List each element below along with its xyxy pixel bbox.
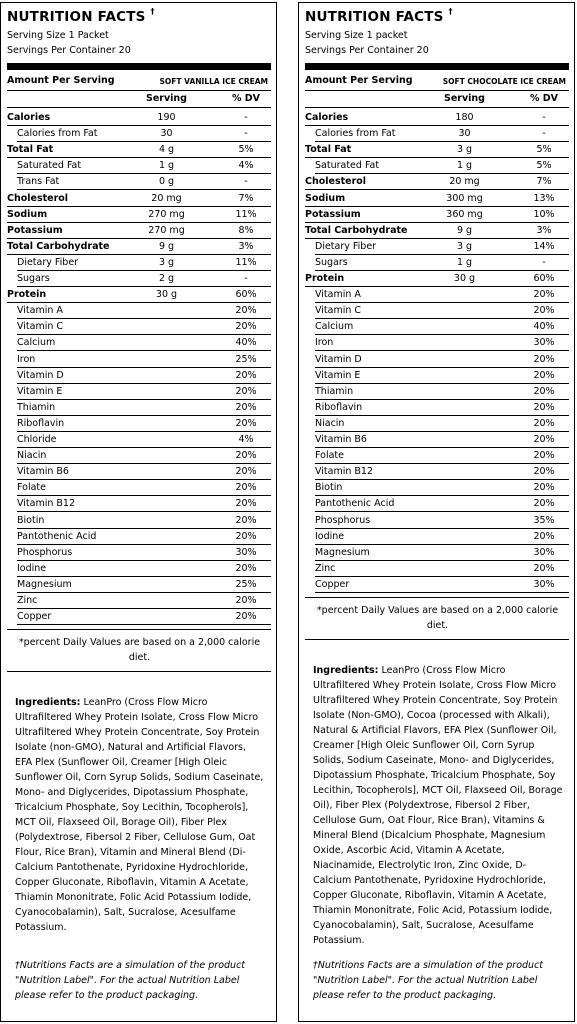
nutrient-dv: -: [542, 256, 546, 268]
nutrient-dv: -: [244, 176, 248, 188]
nutrient-label: Vitamin A: [17, 305, 63, 317]
nutrient-dv: 20%: [235, 498, 257, 510]
nutrient-row: [7, 496, 271, 512]
dagger-mark: †: [150, 7, 155, 16]
nutrient-label: Folate: [17, 482, 46, 494]
nutrient-dv: 5%: [536, 144, 552, 156]
nutrient-label: Riboflavin: [315, 401, 363, 413]
nutrient-dv: 7%: [536, 176, 552, 188]
row-rule: [315, 592, 569, 593]
nutrient-label: Chloride: [17, 434, 57, 445]
nutrient-dv: 20%: [235, 385, 257, 397]
nutrient-row: [7, 577, 271, 593]
nutrient-serving: 190: [157, 112, 176, 123]
serving-size: Serving Size 1 packet: [305, 30, 408, 41]
nutrient-label: Cholesterol: [7, 192, 69, 204]
nutrient-dv: 11%: [235, 208, 257, 220]
nutrient-serving: 300 mg: [446, 192, 483, 204]
col-serving: Serving: [146, 93, 187, 104]
daily-value-note: *percent Daily Values are based on a 2,000 calorie diet.: [18, 637, 261, 663]
nutrient-row: [7, 174, 271, 190]
nutrient-row: [7, 319, 271, 335]
nutrient-dv: 20%: [235, 530, 257, 542]
nutrient-serving: 20 mg: [151, 192, 182, 204]
nutrient-row: [7, 513, 271, 529]
nutrient-label: Saturated Fat: [17, 160, 82, 172]
product-name: SOFT CHOCOLATE ICE CREAM: [442, 77, 566, 86]
nutrient-label: Thiamin: [315, 385, 354, 397]
nutrient-label: Total Fat: [7, 144, 54, 156]
nutrient-label: Iron: [17, 353, 36, 365]
nutrient-dv: 20%: [533, 369, 555, 381]
nutrient-row: [7, 142, 271, 158]
nutrient-dv: 20%: [533, 562, 555, 574]
nutrient-row: [305, 432, 569, 448]
nutrient-dv: -: [542, 128, 546, 140]
row-rule: [17, 624, 271, 625]
nutrient-dv: 7%: [238, 192, 254, 204]
nutrient-row: [305, 142, 569, 158]
nutrient-dv: 3%: [536, 224, 552, 236]
nutrient-serving: 30: [458, 128, 471, 140]
nutrient-dv: 25%: [235, 578, 257, 590]
header-rule: [7, 90, 271, 91]
nutrient-label: Zinc: [315, 562, 336, 574]
ingredients-text: LeanPro (Cross Flow Micro Ultrafiltered Whey Protein Isolate, Cross Flow Micro Ultrafiltered Whey Protein Concentrate, Soy Protein Isolate (Non-GMO), Cocoa (processed with Alkali), Natural & Artificial Flavors, EFA Plex (Sunflower Oil, Creamer [High Oleic Sunflower Oil, Corn Syrup Solids, Sodium Caseinate, Mono- and Diglycerides, Dipotassium Phosphate, Tricalcium Phosphate, Soy Lecithin, Tocopherols], MCT Oil, Flaxseed Oil, Borage Oil), Fiber Plex (Polydextrose, Fibersol 2 Fiber, Cellulose Gum, Oat Flour, Rice Bran), Vitamins & Mineral Blend (Dicalcium Phosphate, Magnesium Oxide, Ascorbic Acid, Vitamin A Acetate, Niacinamide, Electrolytic Iron, Zinc Oxide, D-Calcium Pantothenate, Pyridoxine Hydrochloride, Copper Gluconate, Riboflavin, Vitamin A Acetate, Thiamin Mononitrate, Folic Acid, Potassium Iodide, Cyanocobalamin), Salt, Sucralose, Acesulfame Potassium.: [313, 665, 563, 946]
nutrient-row: [7, 432, 271, 448]
nutrient-row: [7, 303, 271, 319]
nutrient-dv: 3%: [238, 240, 254, 252]
nutrient-label: Pantothenic Acid: [17, 530, 97, 542]
nutrient-dv: 20%: [533, 530, 555, 542]
nutrition-panel-chocolate: [298, 2, 575, 1022]
nutrient-label: Phosphorus: [17, 546, 73, 558]
nutrient-row: [7, 271, 271, 287]
servings-per-container: Servings Per Container 20: [305, 45, 429, 56]
nutrient-dv: 4%: [238, 434, 254, 445]
nutrient-label: Dietary Fiber: [315, 240, 377, 252]
nutrient-label: Thiamin: [17, 401, 56, 413]
column-header: [7, 92, 271, 108]
nutrient-dv: -: [542, 112, 546, 123]
nutrient-label: Biotin: [315, 482, 343, 494]
table-end-rule: [305, 597, 569, 598]
nutrient-dv: 4%: [238, 160, 254, 172]
nutrient-label: Vitamin E: [17, 385, 63, 397]
nutrient-row: [7, 287, 271, 303]
nutrient-row: [305, 352, 569, 368]
nutrient-serving: 1 g: [158, 160, 175, 172]
nutrient-label: Iodine: [315, 530, 345, 542]
nutrient-dv: 20%: [235, 305, 257, 317]
nutrient-label: Copper: [17, 611, 52, 623]
nutrient-label: Calories: [305, 112, 349, 123]
nutrient-serving: 270 mg: [148, 208, 185, 220]
nutrient-dv: 13%: [533, 192, 555, 204]
column-header: [305, 92, 569, 108]
nutrient-serving: 30 g: [155, 289, 178, 301]
note-rule: [305, 639, 569, 640]
label-title: [7, 9, 155, 25]
nutrient-row: [305, 448, 569, 464]
nutrient-row: [305, 368, 569, 384]
nutrient-row: [305, 255, 569, 271]
nutrient-row: [305, 110, 569, 126]
nutrient-dv: 20%: [533, 466, 555, 478]
nutrient-dv: 20%: [235, 401, 257, 413]
nutrient-row: [305, 384, 569, 400]
nutrient-label: Dietary Fiber: [17, 256, 79, 268]
nutrient-dv: 30%: [533, 546, 555, 558]
nutrient-row: [305, 287, 569, 303]
nutrient-label: Phosphorus: [315, 514, 371, 526]
nutrient-row: [305, 335, 569, 351]
nutrient-row: [305, 513, 569, 529]
nutrient-serving: 4 g: [158, 144, 175, 156]
servings-per-container: Servings Per Container 20: [7, 45, 131, 56]
nutrient-row: [7, 191, 271, 207]
col-dv: % DV: [529, 93, 559, 104]
nutrient-label: Vitamin B6: [315, 434, 367, 445]
nutrient-label: Sugars: [315, 256, 348, 268]
nutrient-row: [7, 335, 271, 351]
nutrient-dv: 30%: [235, 546, 257, 558]
nutrient-row: [7, 110, 271, 126]
nutrient-dv: 20%: [533, 353, 555, 365]
nutrient-row: [7, 207, 271, 223]
nutrient-label: Calories from Fat: [17, 128, 98, 140]
nutrient-row: [7, 126, 271, 142]
nutrient-row: [305, 400, 569, 416]
nutrient-serving: 1 g: [456, 256, 473, 268]
nutrient-row: [7, 529, 271, 545]
nutrient-dv: 25%: [235, 353, 257, 365]
header-rule: [305, 90, 569, 91]
nutrient-row: [7, 384, 271, 400]
product-name: SOFT VANILLA ICE CREAM: [159, 77, 268, 86]
nutrient-label: Magnesium: [17, 578, 72, 590]
nutrient-label: Vitamin B12: [315, 466, 374, 478]
nutrient-label: Total Carbohydrate: [7, 240, 110, 252]
nutrient-label: Calcium: [17, 337, 56, 349]
nutrient-label: Niacin: [17, 450, 47, 462]
nutrient-row: [305, 577, 569, 593]
nutrient-dv: 20%: [235, 466, 257, 478]
nutrient-row: [305, 416, 569, 432]
ingredients-label: Ingredients:: [313, 665, 379, 676]
nutrient-label: Vitamin B6: [17, 466, 69, 478]
nutrient-label: Total Carbohydrate: [305, 224, 408, 236]
nutrient-row: [7, 416, 271, 432]
nutrient-dv: 14%: [533, 240, 555, 252]
nutrient-row: [7, 255, 271, 271]
nutrient-row: [7, 593, 271, 609]
nutrient-serving: 180: [455, 112, 474, 123]
nutrient-label: Iodine: [17, 562, 47, 574]
nutrient-serving: 0 g: [158, 176, 175, 188]
ingredients-label: Ingredients:: [15, 697, 81, 708]
nutrient-serving: 9 g: [456, 224, 473, 236]
nutrient-dv: 20%: [235, 369, 257, 381]
amount-per-serving: Amount Per Serving: [7, 75, 115, 86]
note-rule: [7, 671, 271, 672]
nutrient-dv: 20%: [533, 434, 555, 445]
nutrient-dv: 20%: [533, 289, 555, 301]
nutrient-row: [305, 207, 569, 223]
nutrient-row: [7, 464, 271, 480]
col-dv: % DV: [231, 93, 261, 104]
nutrient-serving: 9 g: [158, 240, 175, 252]
nutrient-label: Calcium: [315, 321, 354, 333]
table-end-rule: [7, 629, 271, 630]
nutrient-dv: 20%: [533, 305, 555, 317]
nutrient-dv: 20%: [533, 385, 555, 397]
nutrient-row: [305, 496, 569, 512]
ingredients: [313, 663, 564, 948]
nutrient-dv: 20%: [533, 450, 555, 462]
nutrient-dv: 35%: [533, 514, 555, 526]
nutrient-label: Saturated Fat: [315, 160, 380, 172]
nutrient-label: Protein: [7, 289, 47, 301]
nutrient-label: Niacin: [315, 417, 345, 429]
nutrient-dv: 40%: [533, 321, 555, 333]
disclaimer: †Nutritions Facts are a simulation of the product "Nutrition Label". For the actual Nutrition Label please refer to the product packaging.: [15, 960, 246, 1001]
dagger-mark: †: [448, 7, 453, 16]
nutrient-row: [305, 191, 569, 207]
nutrient-dv: 20%: [533, 482, 555, 494]
nutrient-label: Calories: [7, 112, 51, 123]
nutrient-row: [7, 368, 271, 384]
nutrient-row: [7, 400, 271, 416]
nutrient-label: Potassium: [305, 208, 361, 220]
nutrient-row: [305, 271, 569, 287]
nutrient-label: Vitamin C: [17, 321, 64, 333]
nutrient-label: Total Fat: [305, 144, 352, 156]
nutrient-dv: 40%: [235, 337, 257, 349]
thick-rule: [305, 63, 569, 70]
col-serving: Serving: [444, 93, 485, 104]
nutrient-row: [305, 174, 569, 190]
nutrient-label: Folate: [315, 450, 344, 462]
nutrient-row: [7, 480, 271, 496]
nutrient-dv: 20%: [533, 401, 555, 413]
nutrient-serving: 2 g: [158, 273, 175, 284]
nutrient-row: [7, 448, 271, 464]
nutrient-row: [305, 158, 569, 174]
disclaimer: †Nutritions Facts are a simulation of the product "Nutrition Label". For the actual Nutrition Label please refer to the product packaging.: [313, 960, 544, 1001]
nutrient-label: Pantothenic Acid: [315, 498, 395, 510]
nutrient-serving: 3 g: [456, 144, 473, 156]
nutrient-serving: 360 mg: [446, 208, 483, 220]
nutrient-row: [305, 464, 569, 480]
nutrient-row: [305, 239, 569, 255]
thick-rule: [7, 63, 271, 70]
nutrient-dv: 20%: [235, 611, 257, 623]
nutrient-row: [7, 609, 271, 625]
nutrient-label: Protein: [305, 273, 345, 284]
nutrient-label: Vitamin D: [315, 353, 362, 365]
nutrient-dv: 5%: [238, 144, 254, 156]
nutrient-row: [305, 529, 569, 545]
nutrient-label: Riboflavin: [17, 417, 65, 429]
nutrient-row: [305, 303, 569, 319]
ingredients-text: LeanPro (Cross Flow Micro Ultrafiltered Whey Protein Isolate, Cross Flow Micro Ultrafiltered Whey Protein Concentrate, Soy Protein Isolate (non-GMO), Natural and Artificial Flavors, EFA Plex (Sunflower Oil, Creamer [High Oleic Sunflower Oil, Corn Syrup Solids, Sodium Caseinate, Mono- and Diglycerides, Dipotassium Phosphate, Tricalcium Phosphate, Soy Lecithin, Tocopherols], MCT Oil, Flaxseed Oil, Borage Oil), Fiber Plex (Polydextrose, Fibersol 2 Fiber, Cellulose Gum, Oat Flour, Rice Bran), Vitamin and Mineral Blend (Di-Calcium Pantothenate, Pyridoxine Hydrochloride, Copper Gluconate, Riboflavin, Vitamin A Acetate, Thiamin Mononitrate, Folic Acid Potassium Iodide, Cyanocobalamin), Salt, Sucralose, Acesulfame Potassium.: [15, 697, 264, 933]
nutrient-row: [7, 223, 271, 239]
label-title: [305, 9, 453, 25]
nutrient-serving: 1 g: [456, 160, 473, 172]
nutrient-dv: -: [244, 273, 248, 284]
nutrient-row: [7, 158, 271, 174]
nutrient-label: Sugars: [17, 273, 50, 284]
nutrient-label: Iron: [315, 337, 334, 349]
nutrient-dv: 20%: [533, 498, 555, 510]
nutrient-row: [7, 561, 271, 577]
nutrient-label: Vitamin A: [315, 289, 361, 301]
nutrient-row: [7, 352, 271, 368]
title-text: NUTRITION FACTS: [7, 9, 146, 25]
nutrient-serving: 3 g: [456, 240, 473, 252]
nutrient-dv: 5%: [536, 160, 552, 172]
nutrient-serving: 270 mg: [148, 224, 185, 236]
nutrient-row: [305, 223, 569, 239]
nutrient-dv: 11%: [235, 256, 257, 268]
nutrient-row: [7, 545, 271, 561]
nutrient-dv: 20%: [235, 417, 257, 429]
serving-size: Serving Size 1 Packet: [7, 30, 109, 41]
title-text: NUTRITION FACTS: [305, 9, 444, 25]
nutrient-row: [7, 239, 271, 255]
nutrient-dv: 60%: [235, 289, 257, 301]
nutrient-label: Magnesium: [315, 546, 370, 558]
nutrient-row: [305, 126, 569, 142]
nutrient-dv: 20%: [235, 514, 257, 526]
nutrient-label: Sodium: [7, 208, 48, 220]
nutrient-label: Vitamin B12: [17, 498, 76, 510]
nutrient-dv: 20%: [235, 595, 257, 606]
nutrient-label: Potassium: [7, 224, 63, 236]
nutrient-row: [305, 561, 569, 577]
nutrient-label: Vitamin E: [315, 369, 361, 381]
nutrient-row: [305, 480, 569, 496]
daily-value-note: *percent Daily Values are based on a 2,000 calorie diet.: [316, 605, 559, 631]
nutrient-label: Copper: [315, 578, 350, 590]
nutrient-label: Cholesterol: [305, 176, 367, 188]
nutrient-label: Vitamin C: [315, 305, 362, 317]
nutrient-label: Sodium: [305, 192, 346, 204]
nutrient-label: Biotin: [17, 514, 45, 526]
nutrient-dv: 20%: [235, 482, 257, 494]
nutrient-dv: 8%: [238, 224, 254, 236]
nutrient-dv: 20%: [235, 321, 257, 333]
nutrient-serving: 30: [160, 128, 173, 140]
nutrient-dv: 30%: [533, 578, 555, 590]
nutrient-dv: 20%: [533, 417, 555, 429]
amount-per-serving: Amount Per Serving: [305, 75, 413, 86]
nutrient-dv: 30%: [533, 337, 555, 349]
nutrient-serving: 30 g: [453, 273, 476, 284]
nutrient-label: Zinc: [17, 595, 38, 606]
nutrient-serving: 20 mg: [449, 176, 480, 188]
nutrient-dv: 20%: [235, 450, 257, 462]
nutrient-serving: 3 g: [158, 256, 175, 268]
nutrient-row: [305, 319, 569, 335]
nutrient-label: Trans Fat: [17, 176, 60, 188]
nutrient-label: Calories from Fat: [315, 128, 396, 140]
nutrient-dv: -: [244, 128, 248, 140]
nutrition-panel-vanilla: [0, 2, 277, 1022]
nutrient-dv: -: [244, 112, 248, 123]
ingredients: [15, 695, 266, 935]
nutrient-dv: 60%: [533, 273, 555, 284]
nutrient-dv: 10%: [533, 208, 555, 220]
nutrient-label: Vitamin D: [17, 369, 64, 381]
nutrient-dv: 20%: [235, 562, 257, 574]
nutrient-row: [305, 545, 569, 561]
